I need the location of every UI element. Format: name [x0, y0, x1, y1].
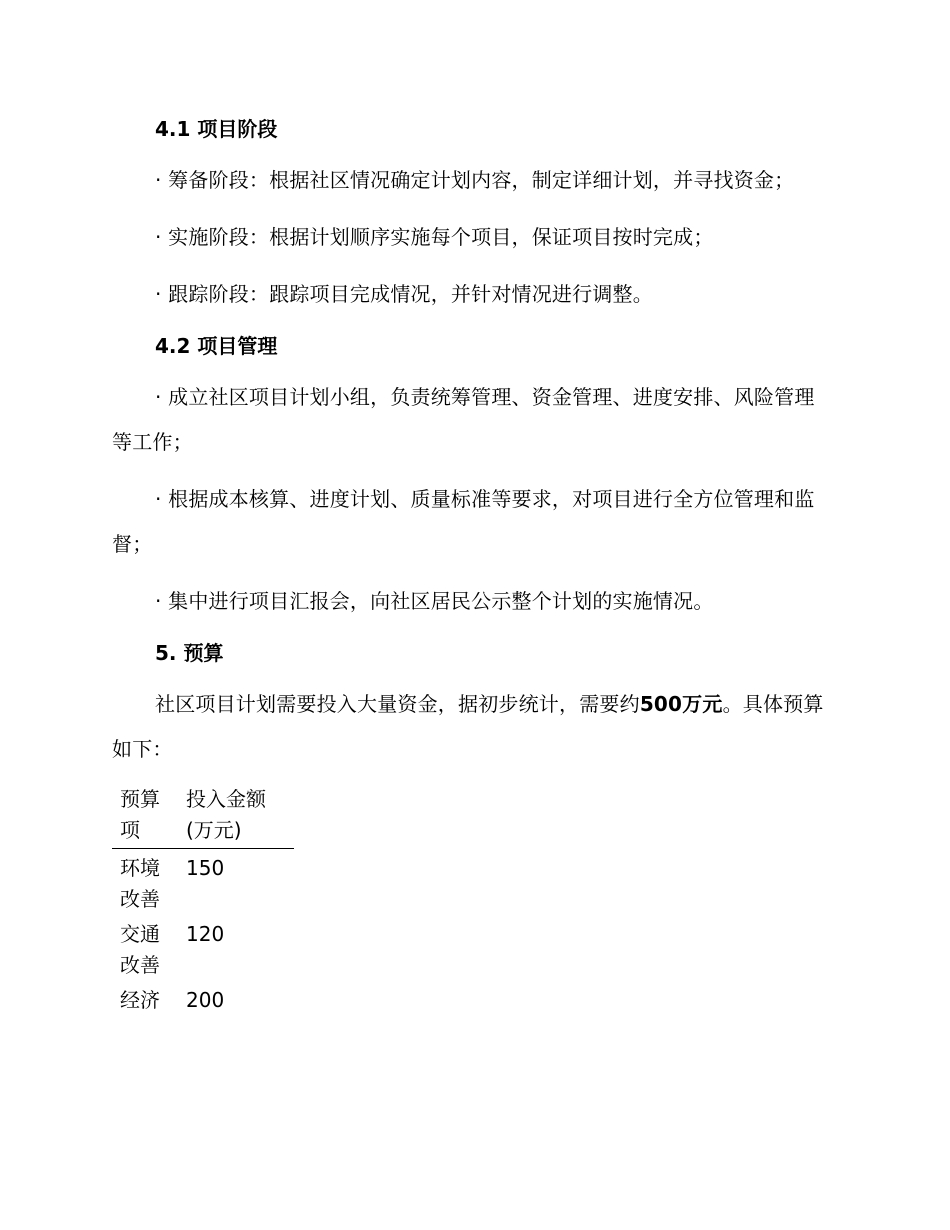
stage-prep-item: · 筹备阶段：根据社区情况确定计划内容，制定详细计划，并寻找资金；	[155, 168, 795, 192]
budget-item-cell: 交通改善	[120, 922, 160, 977]
budget-amount-cell: 120	[186, 922, 225, 946]
budget-table-header-row	[112, 780, 294, 849]
table-row	[112, 849, 294, 916]
table-row	[112, 981, 294, 1016]
budget-amount-cell: 200	[186, 988, 225, 1012]
document-content	[112, 112, 832, 1016]
budget-table	[112, 780, 294, 1016]
stage-impl-item: · 实施阶段：根据计划顺序实施每个项目，保证项目按时完成；	[155, 225, 714, 249]
budget-header-item: 预算项	[112, 780, 178, 849]
budget-item-cell: 经济	[120, 988, 160, 1012]
budget-total-amount: 500	[639, 692, 683, 716]
stage-track-item: · 跟踪阶段：跟踪项目完成情况，并针对情况进行调整。	[155, 282, 653, 306]
budget-intro-after: 。具体预算如下：	[112, 692, 824, 761]
budget-item-cell: 环境改善	[120, 856, 160, 911]
budget-amount-cell: 150	[186, 856, 225, 880]
section-4-1-heading: 4.1 项目阶段	[155, 117, 278, 141]
table-row	[112, 915, 294, 981]
budget-intro	[112, 682, 832, 772]
budget-total-unit: 万元	[682, 692, 723, 716]
mgmt-team-item: · 成立社区项目计划小组，负责统筹管理、资金管理、进度安排、风险管理等工作；	[112, 385, 815, 454]
section-4-2-heading: 4.2 项目管理	[155, 334, 278, 358]
budget-header-amount: 投入金额(万元)	[178, 780, 294, 849]
mgmt-oversight-item: · 根据成本核算、进度计划、质量标准等要求，对项目进行全方位管理和监督；	[112, 487, 815, 556]
mgmt-report-item: · 集中进行项目汇报会，向社区居民公示整个计划的实施情况。	[155, 589, 714, 613]
budget-intro-before: 社区项目计划需要投入大量资金，据初步统计，需要约	[155, 692, 640, 716]
section-5-heading: 5. 预算	[155, 641, 224, 665]
